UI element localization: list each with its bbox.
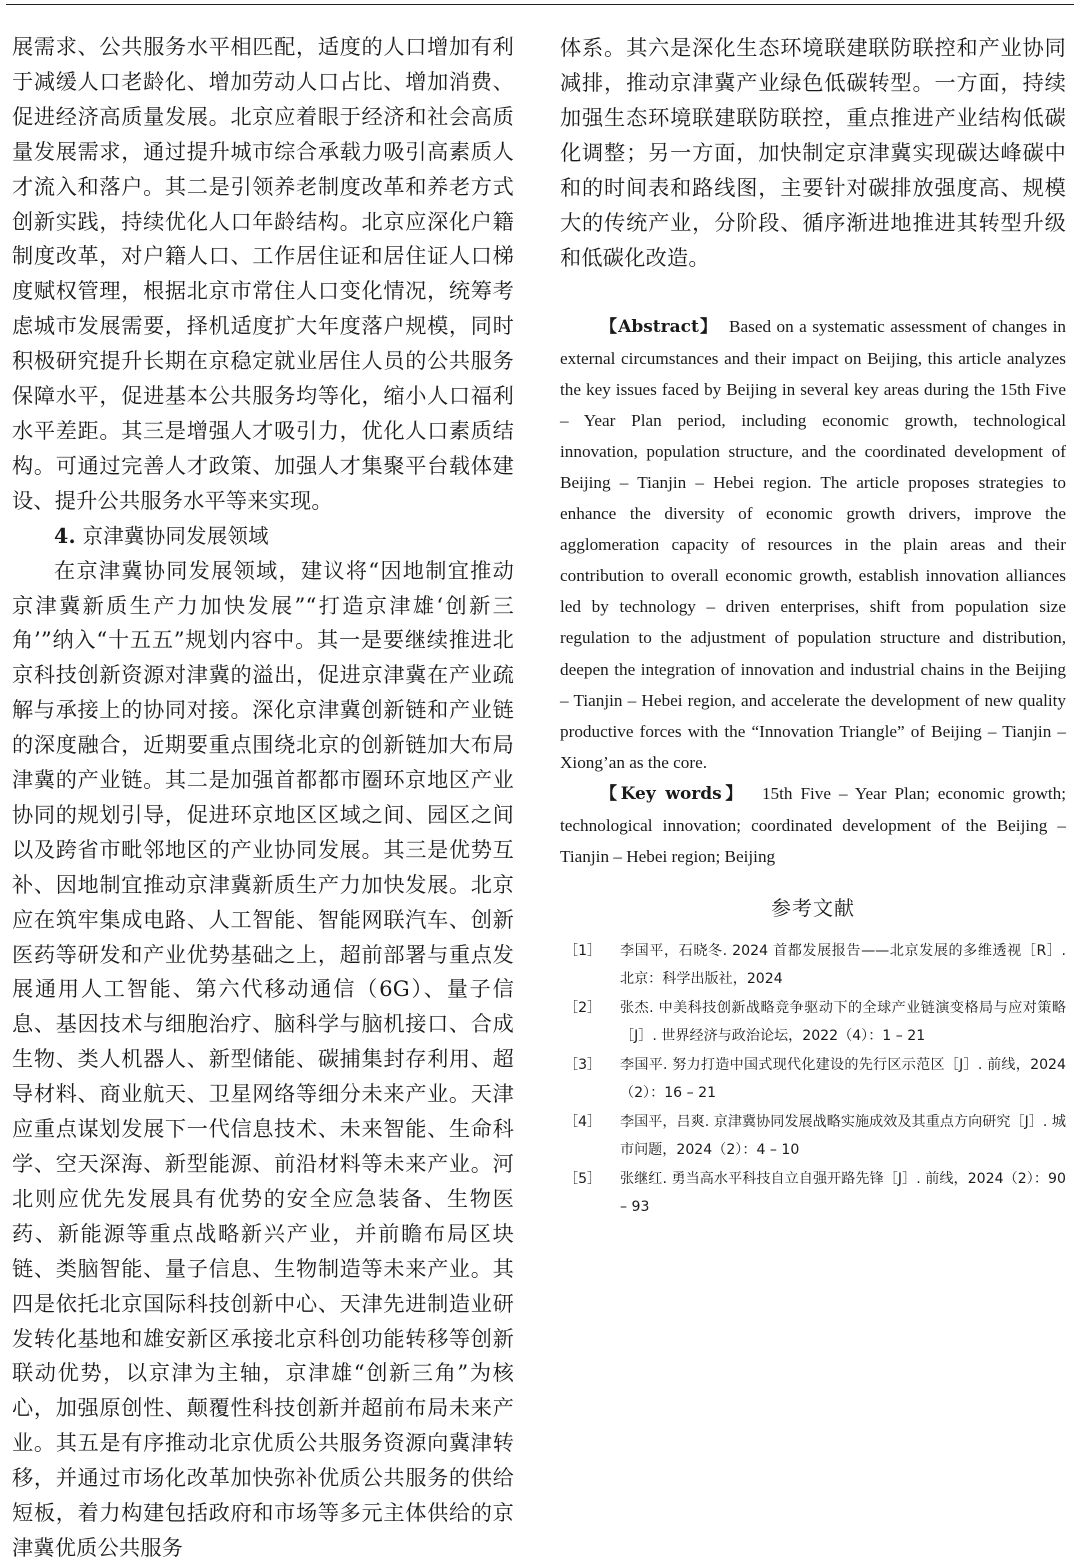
abstract [560,311,1066,778]
section-title: 京津冀协同发展领域 [82,523,269,548]
section-heading-4 [12,519,514,554]
reference-item [560,1165,1066,1222]
right-column [560,30,1066,1222]
references-title: 参考文献 [771,895,855,920]
body-paragraph-continuation: 体系。其六是深化生态环境联建联防联控和产业协同减排，推动京津冀产业绿色低碳转型。一方面，持续加强生态环境联建联防联控，重点推进产业结构低碳化调整；另一方面，加快制定京津冀实现碳达峰碳中和的时间表和路线图，主要针对碳排放强度高、规模大的传统产业，分阶段、循序渐进地推进其转型升级和低碳化改造。 [560,35,1066,270]
reference-number: ［5］ [564,1170,602,1187]
reference-number: ［1］ [564,942,602,959]
reference-item [560,937,1066,994]
reference-text: 张继红. 勇当高水平科技自立自强开路先锋［J］. 前线，2024（2）：90 – 93 [620,1170,1066,1216]
reference-number: ［4］ [564,1113,602,1130]
body-paragraph-coordinated-development: 在京津冀协同发展领域，建议将“因地制宜推动京津冀新质生产力加快发展”“打造京津雄‘创新三角’”纳入“十五五”规划内容中。其一是要继续推进北京科技创新资源对津冀的溢出，促进京津冀在产业疏解与承接上的协同对接。深化京津冀创新链和产业链的深度融合，近期要重点围绕北京的创新链加大布局津冀的产业链。其二是加强首都都市圈环京地区产业协同的规划引导，促进环京地区区域之间、园区之间以及跨省市毗邻地区的产业协同发展。其三是优势互补、因地制宜推动京津冀新质生产力加快发展。北京应在筑牢集成电路、人工智能、智能网联汽车、创新医药等研发和产业优势基础之上，超前部署与重点发展通用人工智能、第六代移动通信（6G）、量子信息、基因技术与细胞治疗、脑科学与脑机接口、合成生物、类人机器人、新型储能、碳捕集封存利用、超导材料、商业航天、卫星网络等细分未来产业。天津应重点谋划发展下一代信息技术、未来智能、生命科学、空天深海、新型能源、前沿材料等未来产业。河北则应优先发展具有优势的安全应急装备、生物医药、新能源等重点战略新兴产业，并前瞻布局区块链、类脑智能、量子信息、生物制造等未来产业。其四是依托北京国际科技创新中心、天津先进制造业研发转化基地和雄安新区承接北京科创功能转移等创新联动优势，以京津为主轴，京津雄“创新三角”为核心，加强原创性、颠覆性科技创新并超前布局未来产业。其五是有序推动北京优质公共服务资源向冀津转移，并通过市场化改革加快弥补优质公共服务的供给短板，着力构建包括政府和市场等多元主体供给的京津冀优质公共服务 [12,557,514,1560]
body-paragraph-population: 展需求、公共服务水平相匹配，适度的人口增加有利于减缓人口老龄化、增加劳动人口占比、增加消费、促进经济高质量发展。北京应着眼于经济和社会高质量发展需求，通过提升城市综合承载力吸引高素质人才流入和落户。其二是引领养老制度改革和养老方式创新实践，持续优化人口年龄结构。北京应深化户籍制度改革，对户籍人口、工作居住证和居住证人口梯度赋权管理，根据北京市常住人口变化情况，统筹考虑城市发展需要，择机适度扩大年度落户规模，同时积极研究提升长期在京稳定就业居住人员的公共服务保障水平，促进基本公共服务均等化，缩小人口福利水平差距。其三是增强人才吸引力，优化人口素质结构。可通过完善人才政策、加强人才集聚平台载体建设、提升公共服务水平等来实现。 [12,34,514,513]
section-number: 4. [54,523,76,548]
reference-text: 李国平，吕爽. 京津冀协同发展战略实施成效及其重点方向研究［J］. 城市问题，2024（2）：4 – 10 [620,1113,1066,1159]
reference-number: ［3］ [564,1056,602,1073]
reference-item [560,1051,1066,1108]
abstract-text: Based on a systematic assessment of changes in external circumstances and their impact on Beijing, this article analyzes the key issues faced by Beijing in several key areas during the 15th Five – Year Plan period, including economic growth, technological innovation, population structure, and the coordinated development of Beijing – Tianjin – Hebei region. The article proposes strategies to enhance the diversity of economic growth drivers, improve the agglomeration capacity of resources in the plain areas and their contribution to overall economic growth, establish innovation alliances led by technology – driven enterprises, shift from population size regulation to the adjustment of population structure and distribution, deepen the integration of innovation and industrial chains in the Beijing – Tianjin – Hebei region, and accelerate the development of new quality productive forces with the “Innovation Triangle” of Beijing – Tianjin – Xiong’an as the core. [560,317,1066,772]
reference-text: 李国平. 努力打造中国式现代化建设的先行区示范区［J］. 前线，2024（2）：16 – 21 [620,1056,1066,1102]
reference-list [560,937,1066,1222]
keywords-label: 【Key words】 [600,783,747,804]
reference-item [560,1108,1066,1165]
reference-number: ［2］ [564,999,602,1016]
left-column [12,30,514,1566]
keywords [560,778,1066,872]
abstract-label: 【Abstract】 [600,317,719,337]
reference-text: 李国平，石晓冬. 2024 首都发展报告——北京发展的多维透视［R］. 北京：科学出版社，2024 [620,942,1066,988]
reference-text: 张杰. 中美科技创新战略竞争驱动下的全球产业链演变格局与应对策略［J］. 世界经济与政治论坛，2022（4）：1 – 21 [620,999,1066,1045]
reference-item [560,994,1066,1051]
top-rule [6,4,1074,5]
keywords-text: 15th Five – Year Plan; economic growth; technological innovation; coordinated development of the Beijing – Tianjin – Hebei region; Beijing [560,783,1066,866]
